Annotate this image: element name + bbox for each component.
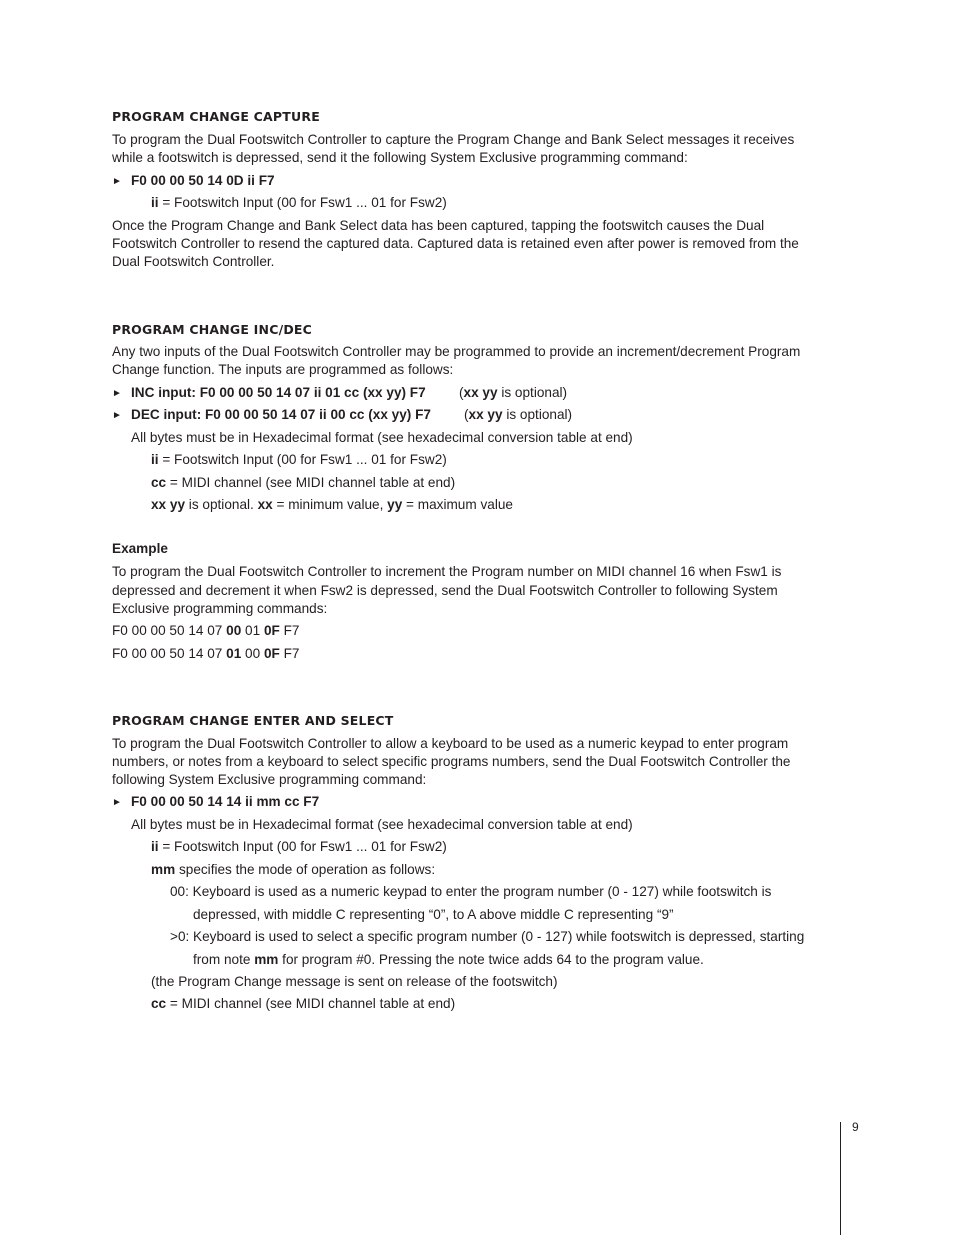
bullet-arrow-icon: ► [112, 176, 122, 187]
example-command-1: F0 00 00 50 14 07 00 01 0F F7 [112, 623, 300, 638]
param-ii: ii = Footswitch Input (00 for Fsw1 ... 01 for Fsw2) [151, 839, 447, 854]
hex-format-note: All bytes must be in Hexadecimal format (see hexadecimal conversion table at end) [131, 817, 633, 832]
paragraph-line: Change function. The inputs are programmed as follows: [112, 362, 454, 377]
command-line [112, 172, 275, 190]
param-xxyy: xx yy is optional. xx = minimum value, yy = maximum value [151, 497, 513, 512]
hex-format-note: All bytes must be in Hexadecimal format (see hexadecimal conversion table at end) [131, 430, 633, 445]
section-heading-capture: PROGRAM CHANGE CAPTURE [112, 109, 320, 124]
inc-command: INC input: F0 00 00 50 14 07 ii 01 cc (xx yy) F7 [131, 385, 426, 400]
param-mm: mm specifies the mode of operation as follows: [151, 862, 436, 877]
paragraph-line: Any two inputs of the Dual Footswitch Controller may be programmed to provide an increment/decrement Program [112, 344, 801, 359]
mode-gt0-line-2: from note mm for program #0. Pressing the note twice adds 64 to the program value. [193, 952, 704, 967]
paragraph-line: Exclusive programming commands: [112, 601, 328, 616]
command-line [112, 793, 319, 811]
example-heading: Example [112, 541, 168, 556]
section-heading-incdec: PROGRAM CHANGE INC/DEC [112, 322, 313, 337]
mode-00-line-2: depressed, with middle C representing “0”, to A above middle C representing “9” [193, 907, 674, 922]
dec-command: DEC input: F0 00 00 50 14 07 ii 00 cc (xx yy) F7 [131, 407, 431, 422]
param-cc: cc = MIDI channel (see MIDI channel table at end) [151, 475, 456, 490]
mode-gt0-line-1: >0: Keyboard is used to select a specific program number (0 - 127) while footswitch is depressed, starting [170, 929, 805, 944]
paragraph-line: numbers, or notes from a keyboard to select specific programs numbers, send the Dual Footswitch Controller the [112, 754, 791, 769]
sysex-command: F0 00 00 50 14 14 ii mm cc F7 [131, 794, 320, 809]
dec-command-line [112, 406, 431, 424]
paragraph-line: To program the Dual Footswitch Controller to capture the Program Change and Bank Select messages it receives [112, 132, 795, 147]
page-margin-rule [840, 1122, 841, 1235]
paragraph-line: To program the Dual Footswitch Controller to allow a keyboard to be used as a numeric keypad to enter program [112, 736, 789, 751]
example-command-2: F0 00 00 50 14 07 01 00 0F F7 [112, 646, 300, 661]
inc-command-line [112, 384, 426, 402]
sysex-command: F0 00 00 50 14 0D ii F7 [131, 173, 275, 188]
paragraph-line: following System Exclusive programming command: [112, 772, 427, 787]
param-ii: ii = Footswitch Input (00 for Fsw1 ... 01 for Fsw2) [151, 195, 447, 210]
page-number: 9 [852, 1120, 859, 1134]
dec-optional-note: (xx yy is optional) [464, 407, 573, 422]
paragraph-line: while a footswitch is depressed, send it the following System Exclusive programming command: [112, 150, 688, 165]
param-ii: ii = Footswitch Input (00 for Fsw1 ... 01 for Fsw2) [151, 452, 447, 467]
release-note: (the Program Change message is sent on release of the footswitch) [151, 974, 558, 989]
inc-optional-note: (xx yy is optional) [459, 385, 568, 400]
section-heading-enter-select: PROGRAM CHANGE ENTER AND SELECT [112, 713, 394, 728]
bullet-arrow-icon: ► [112, 410, 122, 421]
param-cc: cc = MIDI channel (see MIDI channel table at end) [151, 996, 456, 1011]
bullet-arrow-icon: ► [112, 388, 122, 399]
paragraph-line: Once the Program Change and Bank Select data has been captured, tapping the footswitch causes the Dual [112, 218, 765, 233]
paragraph-line: To program the Dual Footswitch Controller to increment the Program number on MIDI channel 16 when Fsw1 is [112, 564, 782, 579]
paragraph-line: Dual Footswitch Controller. [112, 254, 275, 269]
bullet-arrow-icon: ► [112, 797, 122, 808]
mode-00-line-1: 00: Keyboard is used as a numeric keypad to enter the program number (0 - 127) while footswitch is [170, 884, 772, 899]
paragraph-line: Footswitch Controller to resend the captured data. Captured data is retained even after power is removed from the [112, 236, 799, 251]
paragraph-line: depressed and decrement it when Fsw2 is depressed, send the Dual Footswitch Controller to following System [112, 583, 778, 598]
